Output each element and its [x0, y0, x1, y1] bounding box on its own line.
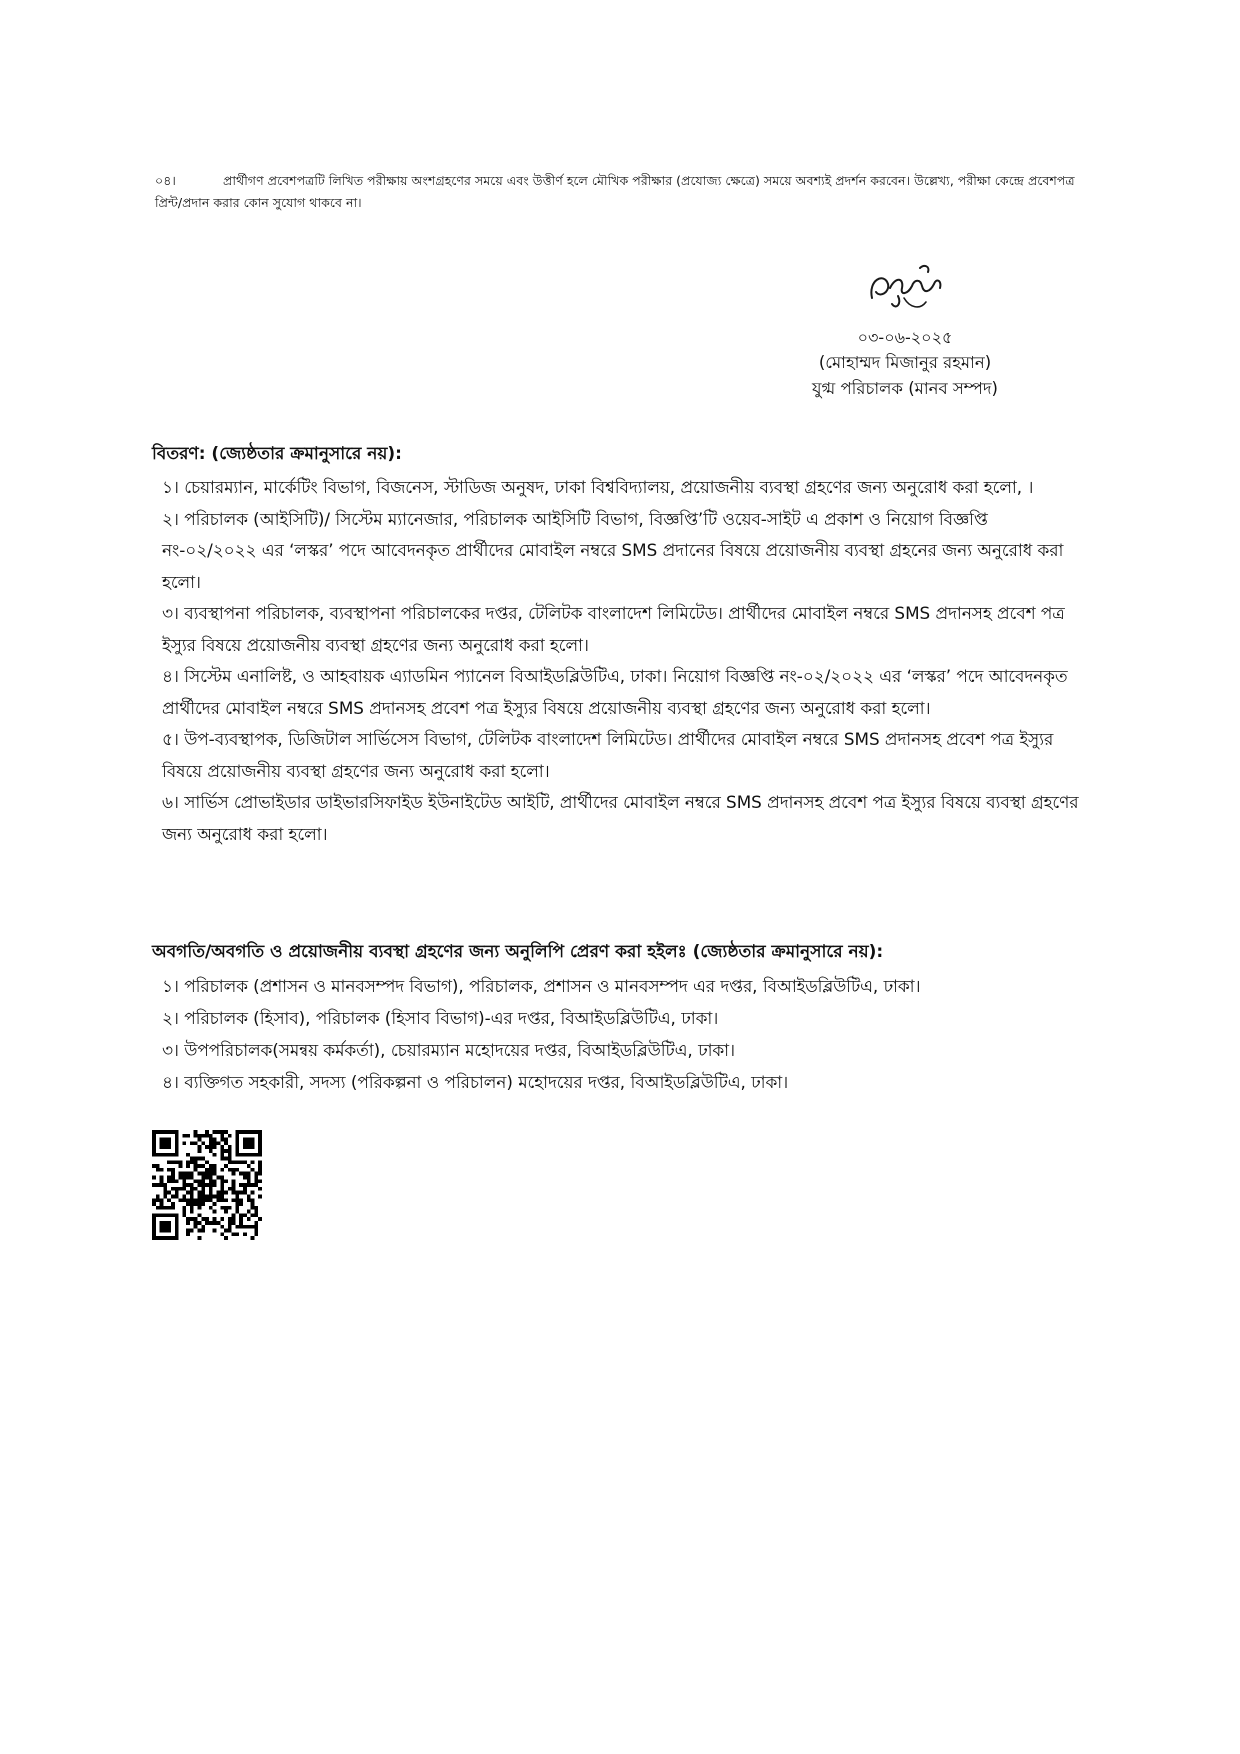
note-paragraph	[155, 170, 1090, 214]
distribution-item: ৫। উপ-ব্যবস্থাপক, ডিজিটাল সার্ভিসেস বিভাগ, টেলিটক বাংলাদেশ লিমিটেড। প্রার্থীদের মোবাইল নম্বরে SMS প্রদানসহ প্রবেশ পত্র ইস্যুর বিষয়ে প্রয়োজনীয় ব্যবস্থা গ্রহণের জন্য অনুরোধ করা হলো।	[162, 729, 1054, 781]
distribution-section	[152, 440, 1084, 850]
copy-to-item: ৪। ব্যক্তিগত সহকারী, সদস্য (পরিকল্পনা ও পরিচালন) মহোদয়ের দপ্তর, বিআইডব্লিউটিএ, ঢাকা।	[162, 1072, 789, 1092]
signature-date: ০৩-০৬-২০২৫	[857, 328, 953, 347]
copy-to-section	[152, 938, 1084, 1098]
distribution-item: ৩। ব্যবস্থাপনা পরিচালক, ব্যবস্থাপনা পরিচালকের দপ্তর, টেলিটক বাংলাদেশ লিমিটেড। প্রার্থীদের মোবাইল নম্বরে SMS প্রদানসহ প্রবেশ পত্র ইস্যুর বিষয়ে প্রয়োজনীয় ব্যবস্থা গ্রহণের জন্য অনুরোধ করা হলো।	[162, 603, 1065, 655]
distribution-item: ১। চেয়ারম্যান, মার্কেটিং বিভাগ, বিজনেস, স্টাডিজ অনুষদ, ঢাকা বিশ্ববিদ্যালয়, প্রয়োজনীয় ব্যবস্থা গ্রহণের জন্য অনুরোধ করা হলো, ।	[162, 477, 1034, 497]
copy-to-item: ২। পরিচালক (হিসাব), পরিচালক (হিসাব বিভাগ)-এর দপ্তর, বিআইডব্লিউটিএ, ঢাকা।	[162, 1008, 719, 1028]
handwritten-signature	[850, 258, 960, 318]
distribution-heading: বিতরণ: (জ্যেষ্ঠতার ক্রমানুসারে নয়):	[152, 444, 402, 464]
qr-code	[152, 1130, 262, 1240]
distribution-item: ২। পরিচালক (আইসিটি)/ সিস্টেম ম্যানেজার, পরিচালক আইসিটি বিভাগ, বিজ্ঞপ্তি’টি ওয়েব-সাইট এ প্রকাশ ও নিয়োগ বিজ্ঞপ্তি নং-০২/২০২২ এর ‘লস্কর’ পদে আবেদনকৃত প্রার্থীদের মোবাইল নম্বরে SMS প্রদানের বিষয়ে প্রয়োজনীয় ব্যবস্থা গ্রহনের জন্য অনুরোধ করা হলো।	[162, 508, 1064, 592]
distribution-item: ৬। সার্ভিস প্রোভাইডার ডাইভারসিফাইড ইউনাইটেড আইটি, প্রার্থীদের মোবাইল নম্বরে SMS প্রদানসহ প্রবেশ পত্র ইস্যুর বিষয়ে ব্যবস্থা গ্রহণের জন্য অনুরোধ করা হলো।	[162, 792, 1079, 844]
signatory-name: (মোহাম্মদ মিজানুর রহমান)	[818, 353, 992, 372]
copy-to-heading: অবগতি/অবগতি ও প্রয়োজনীয় ব্যবস্থা গ্রহণের জন্য অনুলিপি প্রেরণ করা হইলঃ (জ্যেষ্ঠতার ক্রমানুসারে নয়):	[152, 942, 884, 962]
signature-block	[780, 258, 1030, 402]
distribution-item: ৪। সিস্টেম এনালিষ্ট, ও আহবায়ক এ্যাডমিন প্যানেল বিআইডব্লিউটিএ, ঢাকা। নিয়োগ বিজ্ঞপ্তি নং-০২/২০২২ এর ‘লস্কর’ পদে আবেদনকৃত প্রার্থীদের মোবাইল নম্বরে SMS প্রদানসহ প্রবেশ পত্র ইস্যুর বিষয়ে প্রয়োজনীয় ব্যবস্থা গ্রহণের জন্য অনুরোধ করা হলো।	[162, 666, 1068, 718]
signatory-title: যুগ্ম পরিচালক (মানব সম্পদ)	[811, 379, 998, 398]
note-text: প্রার্থীগণ প্রবেশপত্রটি লিখিত পরীক্ষায় অংশগ্রহণের সময়ে এবং উত্তীর্ণ হলে মৌখিক পরীক্ষার (প্রযোজ্য ক্ষেত্রে) সময়ে অবশ্যই প্রদর্শন করবেন। উল্লেখ্য, পরীক্ষা কেন্দ্রে প্রবেশপত্র প্রিন্ট/প্রদান করার কোন সুযোগ থাকবে না।	[155, 173, 1075, 210]
copy-to-item: ১। পরিচালক (প্রশাসন ও মানবসম্পদ বিভাগ), পরিচালক, প্রশাসন ও মানবসম্পদ এর দপ্তর, বিআইডব্লিউটিএ, ঢাকা।	[162, 976, 921, 996]
copy-to-item: ৩। উপপরিচালক(সমন্বয় কর্মকর্তা), চেয়ারম্যান মহোদয়ের দপ্তর, বিআইডব্লিউটিএ, ঢাকা।	[162, 1040, 736, 1060]
note-number: ০৪।	[155, 173, 176, 188]
